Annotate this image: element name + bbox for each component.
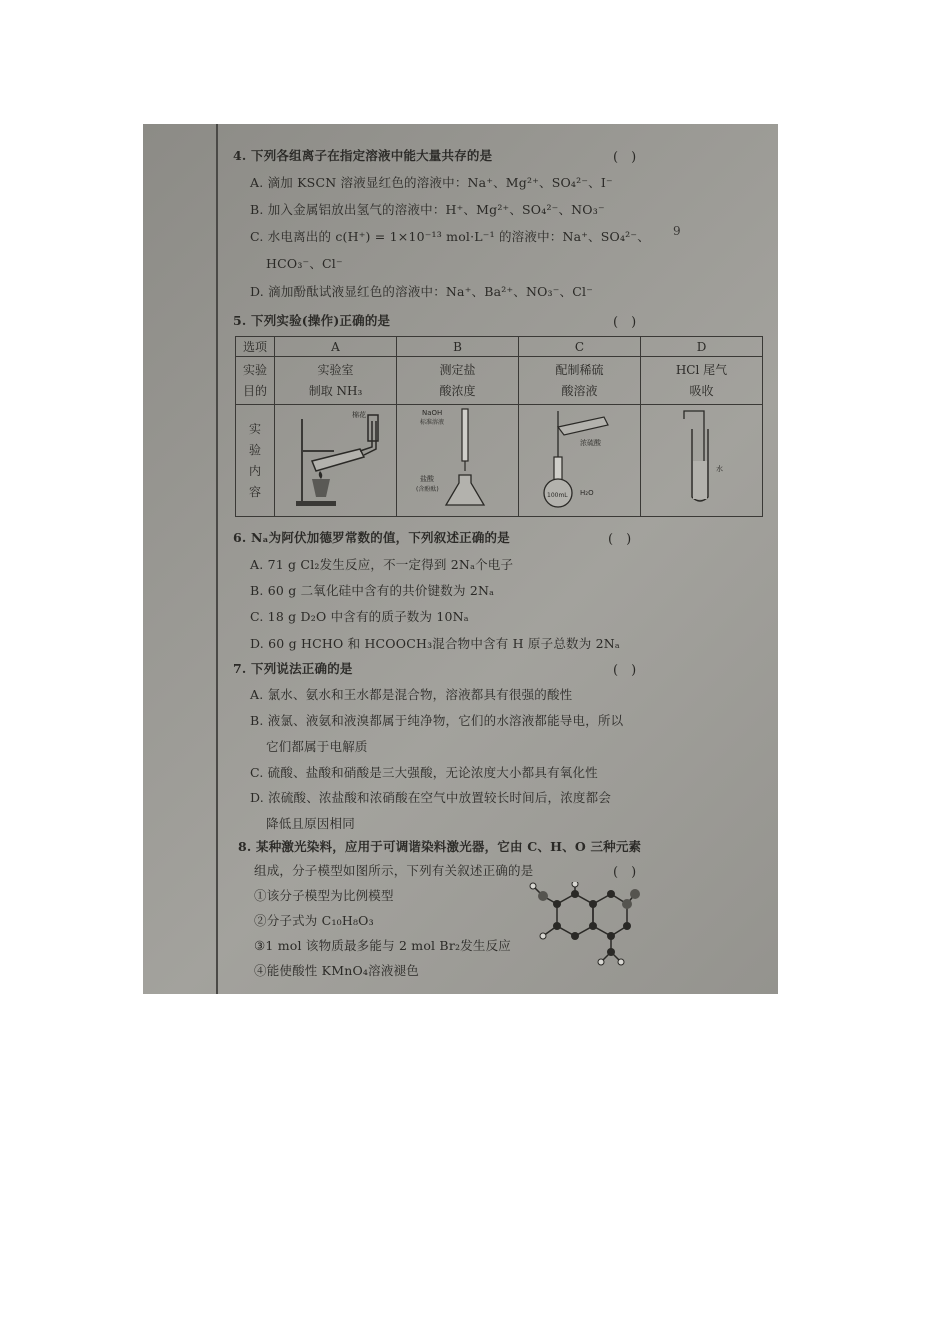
q5-apparatus-c: [519, 405, 641, 517]
q5-option-c-header: C: [519, 337, 641, 357]
q5-purpose-c: [519, 357, 641, 405]
q8-statement-2: ②分子式为 C₁₀H₈O₃: [254, 913, 374, 928]
q5-header-label: 选项: [236, 337, 275, 357]
cotton-label: 棉花: [351, 411, 366, 419]
test-tube: [312, 449, 364, 471]
hcl-label: 盐酸: [419, 475, 434, 483]
q5-apparatus-b: [397, 405, 519, 517]
q5-purpose-a: [275, 357, 397, 405]
q7-option-a: A. 氯水、氨水和王水都是混合物，溶液都具有很强的酸性: [250, 687, 573, 702]
q5-purpose-d-line2: 吸收: [689, 383, 714, 398]
beaker-tilted: [558, 417, 608, 435]
q6-answer-paren: ( ): [608, 532, 632, 547]
molecule-ball-stick-model: [521, 882, 641, 972]
q4-option-d: D. 滴加酚酞试液显红色的溶液中：Na⁺、Ba²⁺、NO₃⁻、Cl⁻: [250, 284, 594, 299]
q5-table: [235, 336, 763, 517]
q4-option-a: A. 滴加 KSCN 溶液显红色的溶液中：Na⁺、Mg²⁺、SO₄²⁻、I⁻: [250, 175, 613, 190]
q5-content-label: [236, 405, 275, 517]
q5-purpose-b-line1: 测定盐: [439, 362, 476, 377]
q6-stem: 6. Nₐ为阿伏加德罗常数的值，下列叙述正确的是: [233, 530, 510, 545]
q7-answer-paren: ( ): [613, 663, 637, 678]
q5-answer-paren: ( ): [613, 315, 637, 330]
q8-stem-line2: 组成，分子模型如图所示，下列有关叙述正确的是: [254, 863, 534, 878]
gas-inlet-tube: [684, 411, 704, 465]
q5-purpose-c-line1: 配制稀硫: [555, 362, 604, 377]
q7-option-d-line2: 降低且原因相同: [266, 816, 355, 831]
molecule-bonds: [533, 884, 635, 962]
q4-option-c-line2: HCO₃⁻、Cl⁻: [266, 256, 343, 271]
q5-apparatus-d: [641, 405, 763, 517]
molecule-oxygen-atoms: [538, 889, 640, 909]
q7-option-b-line2: 它们都属于电解质: [266, 739, 368, 754]
q7-stem: 7. 下列说法正确的是: [233, 661, 353, 676]
q8-answer-paren: ( ): [613, 865, 637, 880]
flask-volume-label: 100mL: [546, 492, 568, 499]
flame-icon: [318, 471, 322, 479]
q5-content-label-4: 容: [248, 484, 261, 499]
ammonia-apparatus-drawing: [290, 405, 382, 513]
q5-option-a-header: A: [275, 337, 397, 357]
phenolphthalein-label: (含酚酞): [415, 486, 439, 493]
water-level: [693, 461, 707, 499]
q6-option-a: A. 71 g Cl₂发生反应，不一定得到 2Nₐ个电子: [250, 557, 514, 572]
q5-purpose-c-line2: 酸溶液: [561, 383, 598, 398]
conc-acid-label: 浓硫酸: [579, 439, 601, 447]
q7-option-d-line1: D. 浓硫酸、浓盐酸和浓硝酸在空气中放置较长时间后，浓度都会: [250, 790, 612, 805]
conical-flask: [446, 475, 484, 505]
q4-option-c-line1: C. 水电离出的 c(H⁺) = 1×10⁻¹³ mol·L⁻¹ 的溶液中：Na⁺、SO₄²⁻、: [250, 229, 650, 244]
burette: [462, 409, 468, 461]
q5-purpose-a-line1: 实验室: [317, 362, 354, 377]
q4-answer-paren: ( ): [613, 150, 637, 165]
q8-statement-1: ①该分子模型为比例模型: [254, 888, 394, 903]
q5-purpose-label-2: 目的: [242, 383, 267, 398]
q7-option-b-line1: B. 液氯、液氨和液溴都属于纯净物，它们的水溶液都能导电，所以: [250, 713, 624, 728]
q7-option-c: C. 硫酸、盐酸和硝酸是三大强酸，无论浓度大小都具有氧化性: [250, 765, 598, 780]
alcohol-lamp: [312, 479, 330, 497]
flask-neck: [554, 457, 562, 481]
dilution-drawing: [534, 405, 626, 513]
stand-base: [296, 501, 336, 506]
q5-purpose-b: [397, 357, 519, 405]
q5-purpose-a-line2: 制取 NH₃: [308, 383, 363, 398]
water-label: H₂O: [579, 489, 594, 497]
side-mark: 9: [673, 224, 681, 238]
q5-purpose-d: [641, 357, 763, 405]
binding-margin-line: [216, 124, 218, 994]
q8-statement-3: ③1 mol 该物质最多能与 2 mol Br₂发生反应: [254, 938, 512, 953]
q5-purpose-label-1: 实验: [242, 362, 267, 377]
q5-content-label-3: 内: [248, 463, 261, 478]
q5-apparatus-a: [275, 405, 397, 517]
water-label-d: 水: [715, 465, 723, 473]
q6-option-b: B. 60 g 二氧化硅中含有的共价键数为 2Nₐ: [250, 583, 495, 598]
q5-purpose-d-line1: HCl 尾气: [675, 362, 728, 377]
exam-photo: [143, 124, 778, 994]
titration-drawing: [412, 405, 504, 513]
q4-stem: 4. 下列各组离子在指定溶液中能大量共存的是: [233, 148, 493, 163]
q8-stem-line1: 8. 某种激光染料，应用于可调谐染料激光器，它由 C、H、O 三种元素: [238, 839, 642, 854]
q5-stem: 5. 下列实验(操作)正确的是: [233, 313, 391, 328]
q5-option-d-header: D: [641, 337, 763, 357]
hcl-absorption-drawing: [656, 405, 748, 513]
naoh-standard-label: 标准溶液: [419, 419, 444, 426]
naoh-label: NaOH: [421, 409, 442, 417]
q5-purpose-label: [236, 357, 275, 405]
q4-option-b: B. 加入金属铝放出氢气的溶液中：H⁺、Mg²⁺、SO₄²⁻、NO₃⁻: [250, 202, 605, 217]
q5-content-label-2: 验: [248, 442, 261, 457]
q5-content-label-1: 实: [248, 421, 261, 436]
q5-purpose-b-line2: 酸浓度: [439, 383, 476, 398]
q6-option-d: D. 60 g HCHO 和 HCOOCH₃混合物中含有 H 原子总数为 2Nₐ: [250, 636, 620, 651]
q5-option-b-header: B: [397, 337, 519, 357]
q8-statement-4: ④能使酸性 KMnO₄溶液褪色: [254, 963, 419, 978]
q6-option-c: C. 18 g D₂O 中含有的质子数为 10Nₐ: [250, 609, 469, 624]
